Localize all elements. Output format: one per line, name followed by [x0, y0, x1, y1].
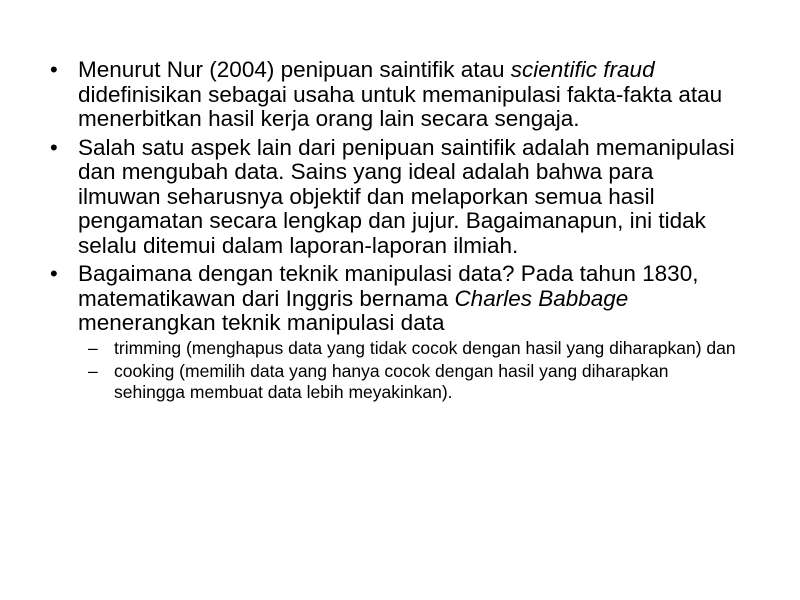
bullet-text: Menurut Nur (2004) penipuan saintifik atau — [78, 57, 511, 82]
bullet-text: didefinisikan sebagai usaha untuk memanipulasi fakta-fakta atau menerbitkan hasil kerja orang lain secara sengaja. — [78, 81, 723, 131]
bullet-item-definition — [50, 58, 740, 132]
bullet-text: Bagaimana dengan teknik manipulasi data? Pada tahun 1830, matematikawan dari Inggris bernama — [78, 261, 699, 311]
bullet-list — [50, 58, 740, 402]
sub-bullet-marker: – — [88, 337, 98, 358]
slide-body — [50, 58, 740, 406]
sub-bullet-text: cooking (memilih data yang hanya cocok dengan hasil yang diharapkan sehingga membuat data lebih meyakinkan). — [114, 361, 669, 402]
sub-bullet-item-trimming — [78, 338, 740, 359]
bullet-marker: • — [50, 57, 58, 82]
bullet-item-data-manipulation — [50, 136, 740, 259]
bullet-italic-term: scientific fraud — [510, 57, 655, 82]
bullet-marker: • — [50, 261, 58, 286]
sub-bullet-list — [78, 338, 740, 403]
sub-bullet-item-cooking — [78, 361, 740, 402]
bullet-text: menerangkan teknik manipulasi data — [78, 310, 445, 335]
bullet-text: Salah satu aspek lain dari penipuan saintifik adalah memanipulasi dan mengubah data. Sains yang ideal adalah bahwa para ilmuwan seharusnya objektif dan melaporkan semua hasil pengamatan secara lengkap dan jujur. Bagaimanapun, ini tidak selalu ditemui dalam laporan-laporan ilmiah. — [78, 134, 735, 258]
bullet-item-babbage — [50, 262, 740, 402]
sub-bullet-text: trimming (menghapus data yang tidak cocok dengan hasil yang diharapkan) dan — [114, 337, 736, 358]
bullet-italic-name: Charles Babbage — [454, 285, 629, 311]
bullet-marker: • — [50, 134, 58, 160]
sub-bullet-marker: – — [88, 361, 98, 381]
